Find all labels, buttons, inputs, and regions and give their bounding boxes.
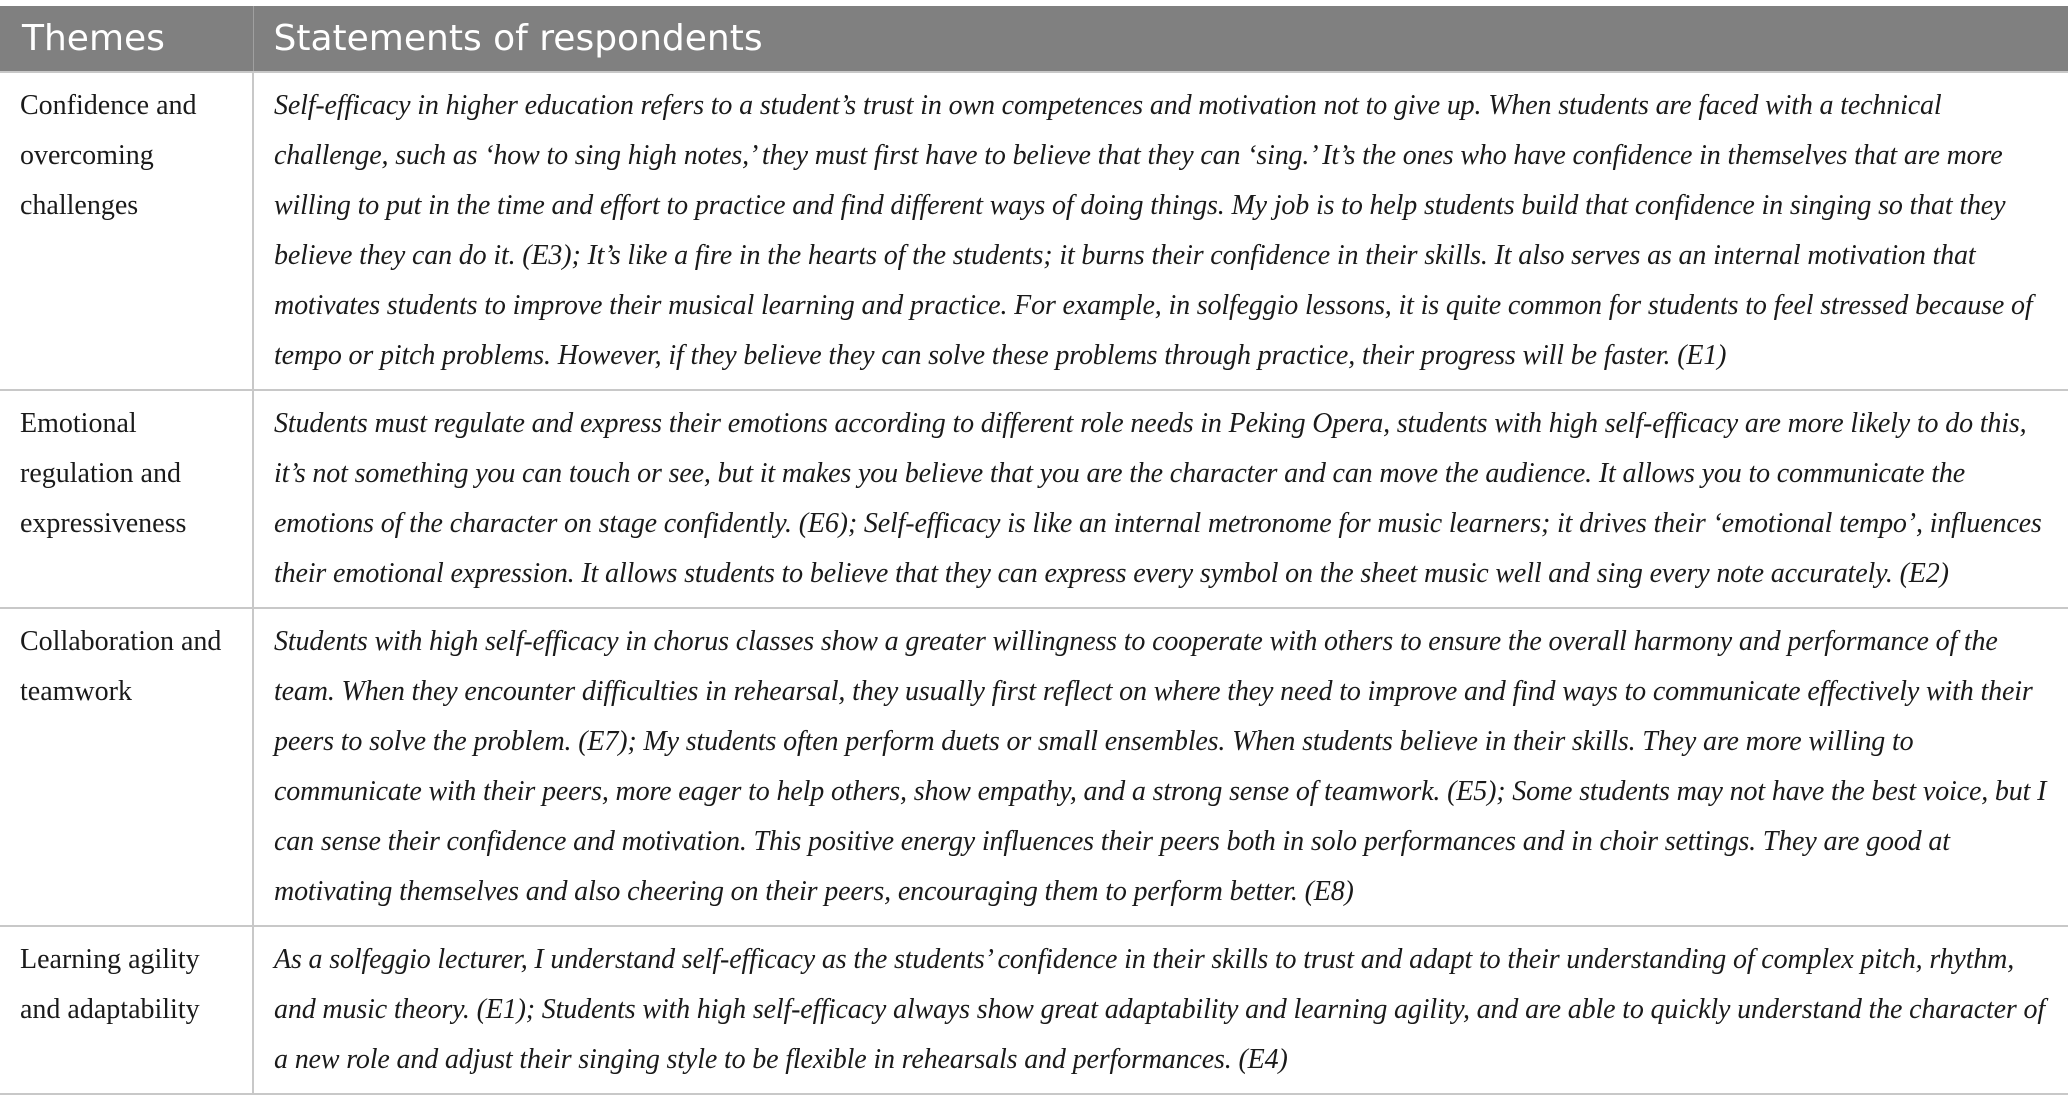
table-row bbox=[0, 926, 2068, 1094]
statement-cell: Self-efficacy in higher education refers to a student’s trust in own competences and motivation not to give up. When students are faced with a technical challenge, such as ‘how to sing high notes,’ they must first have to believe that they can ‘sing.’ It’s the ones who have confidence in themselves that are more willing to put in the time and effort to practice and find different ways of doing things. My job is to help students build that confidence in singing so that they believe they can do it. (E3); It’s like a fire in the hearts of the students; it burns their confidence in their skills. It also serves as an internal motivation that motivates students to improve their musical learning and practice. For example, in solfeggio lessons, it is quite common for students to feel stressed because of tempo or pitch problems. However, if they believe they can solve these problems through practice, their progress will be faster. (E1) bbox=[253, 72, 2068, 390]
theme-cell: Emotional regulation and expressiveness bbox=[0, 390, 253, 608]
statement-cell: Students with high self-efficacy in chorus classes show a greater willingness to cooperate with others to ensure the overall harmony and performance of the team. When they encounter difficulties in rehearsal, they usually first reflect on where they need to improve and find ways to communicate effectively with their peers to solve the problem. (E7); My students often perform duets or small ensembles. When students believe in their skills. They are more willing to communicate with their peers, more eager to help others, show empathy, and a strong sense of teamwork. (E5); Some students may not have the best voice, but I can sense their confidence and motivation. This positive energy influences their peers both in solo performances and in choir settings. They are good at motivating themselves and also cheering on their peers, encouraging them to perform better. (E8) bbox=[253, 608, 2068, 926]
theme-cell: Learning agility and adaptability bbox=[0, 926, 253, 1094]
table-header-row bbox=[0, 6, 2068, 72]
header-statements: Statements of respondents bbox=[253, 6, 2068, 72]
themes-table bbox=[0, 6, 2068, 1095]
table-row bbox=[0, 72, 2068, 390]
theme-cell: Confidence and overcoming challenges bbox=[0, 72, 253, 390]
header-themes: Themes bbox=[0, 6, 253, 72]
table-row bbox=[0, 608, 2068, 926]
statement-cell: Students must regulate and express their emotions according to different role needs in Peking Opera, students with high self-efficacy are more likely to do this, it’s not something you can touch or see, but it makes you believe that you are the character and can move the audience. It allows you to communicate the emotions of the character on stage confidently. (E6); Self-efficacy is like an internal metronome for music learners; it drives their ‘emotional tempo’, influences their emotional expression. It allows students to believe that they can express every symbol on the sheet music well and sing every note accurately. (E2) bbox=[253, 390, 2068, 608]
theme-cell: Collaboration and teamwork bbox=[0, 608, 253, 926]
themes-table-container bbox=[0, 6, 2068, 1095]
statement-cell: As a solfeggio lecturer, I understand self-efficacy as the students’ confidence in their skills to trust and adapt to their understanding of complex pitch, rhythm, and music theory. (E1); Students with high self-efficacy always show great adaptability and learning agility, and are able to quickly understand the character of a new role and adjust their singing style to be flexible in rehearsals and performances. (E4) bbox=[253, 926, 2068, 1094]
table-row bbox=[0, 390, 2068, 608]
